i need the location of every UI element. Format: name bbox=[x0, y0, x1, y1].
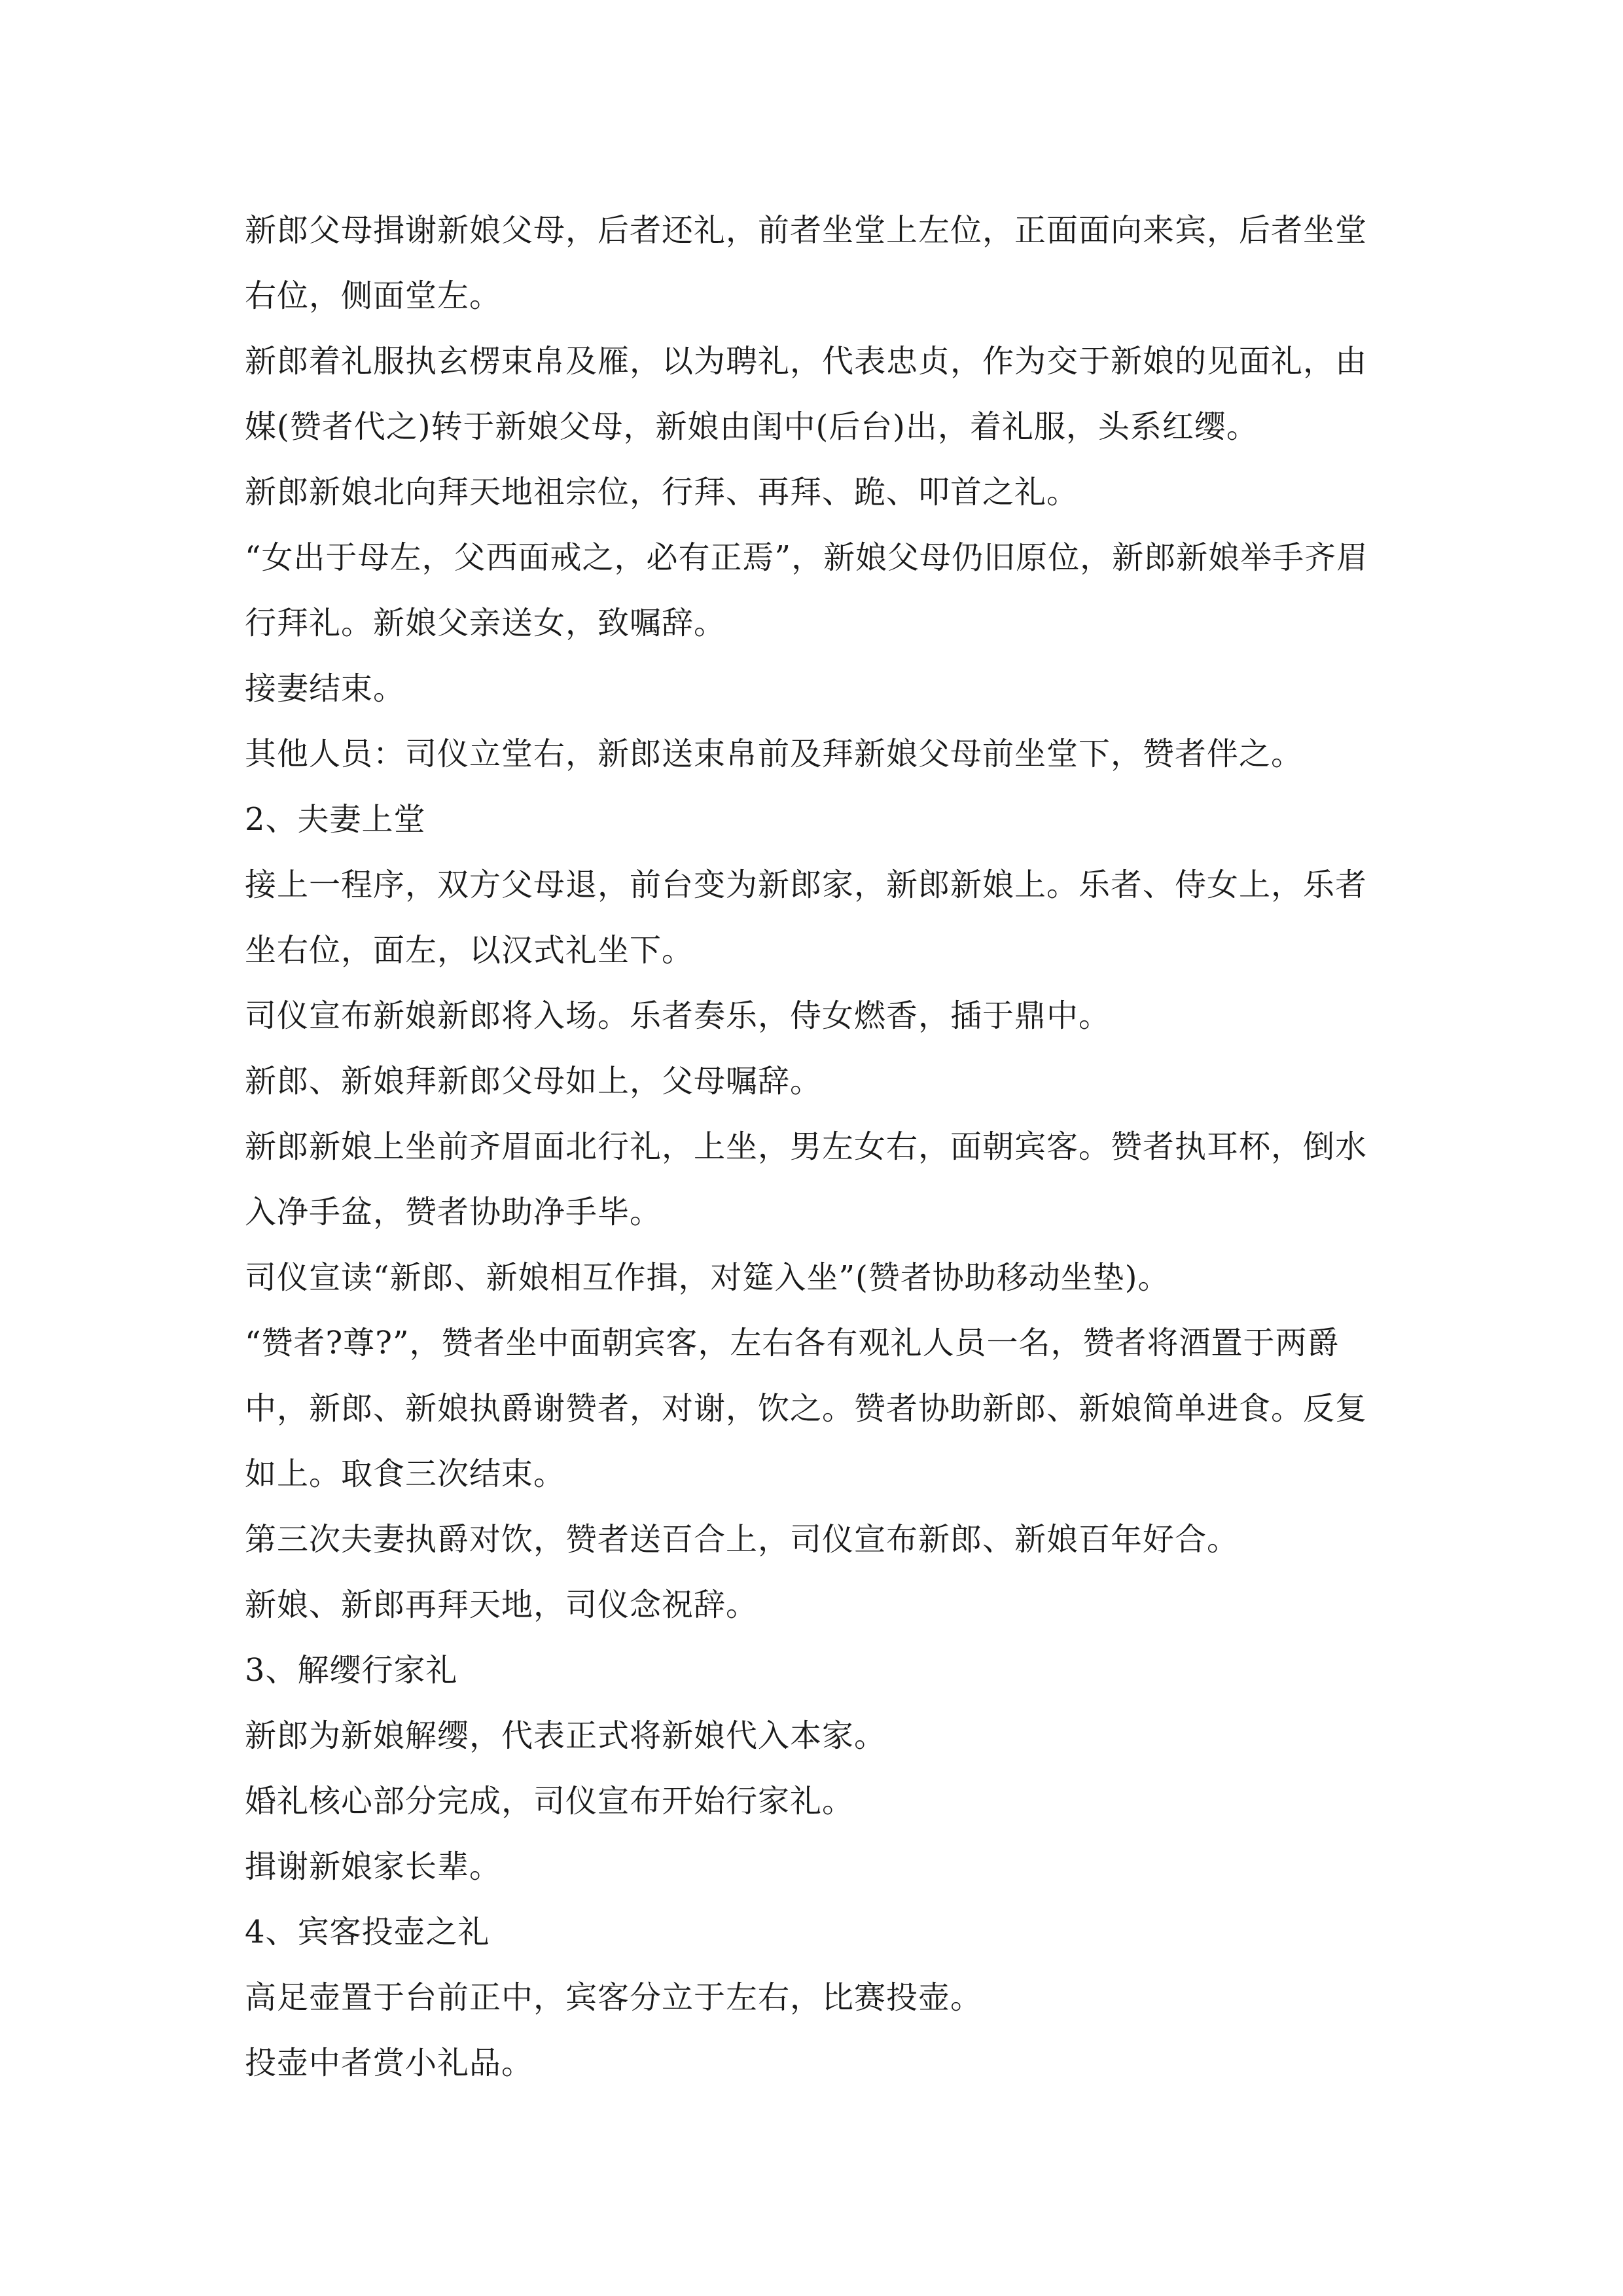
paragraph-pitch-pot-setup: 高足壶置于台前正中，宾客分立于左右，比赛投壶。 bbox=[245, 1979, 983, 2016]
paragraph-pitch-pot-prize: 投壶中者赏小礼品。 bbox=[245, 2045, 534, 2081]
paragraph-thank-elders: 揖谢新娘家长辈。 bbox=[245, 1848, 502, 1885]
paragraph-seating-hand-washing: 新郎新娘上坐前齐眉面北行礼，上坐，男左女右，面朝宾客。赞者执耳杯，倒水入净手盆，赞者协助净手毕。 bbox=[245, 1128, 1368, 1230]
paragraph-family-rites-begin: 婚礼核心部分完成，司仪宣布开始行家礼。 bbox=[245, 1783, 855, 1820]
paragraph-worship-ancestors: 新郎新娘北向拜天地祖宗位，行拜、再拜、跪、叩首之礼。 bbox=[245, 474, 1079, 511]
section-heading-couple-ascend: 2、夫妻上堂 bbox=[245, 801, 426, 838]
paragraph-stage-change: 接上一程序，双方父母退，前台变为新郎家，新郎新娘上。乐者、侍女上，乐者坐右位，面左，以汉式礼坐下。 bbox=[245, 867, 1368, 969]
paragraph-receiving-bride-end: 接妻结束。 bbox=[245, 670, 406, 707]
paragraph-mutual-bow: 司仪宣读“新郎、新娘相互作揖，对筵入坐”(赞者协助移动坐垫)。 bbox=[245, 1259, 1170, 1296]
paragraph-third-toast: 第三次夫妻执爵对饮，赞者送百合上，司仪宣布新郎、新娘百年好合。 bbox=[245, 1521, 1240, 1558]
paragraph-other-staff: 其他人员：司仪立堂右，新郎送束帛前及拜新娘父母前坐堂下，赞者伴之。 bbox=[245, 736, 1304, 772]
document-body bbox=[245, 198, 1383, 2096]
paragraph-second-worship: 新娘、新郎再拜天地，司仪念祝辞。 bbox=[245, 1587, 758, 1623]
section-heading-untie-tassel: 3、解缨行家礼 bbox=[245, 1652, 458, 1689]
paragraph-father-instruction: “女出于母左，父西面戒之，必有正焉”，新娘父母仍旧原位，新郎新娘举手齐眉行拜礼。新娘父亲送女，致嘱辞。 bbox=[245, 539, 1369, 641]
paragraph-parents-greeting: 新郎父母揖谢新娘父母，后者还礼，前者坐堂上左位，正面面向来宾，后者坐堂右位，侧面堂左。 bbox=[245, 212, 1368, 314]
paragraph-betrothal-gift: 新郎着礼服执玄楞束帛及雁，以为聘礼，代表忠贞，作为交于新娘的见面礼，由媒(赞者代之)转于新娘父母，新娘由闺中(后台)出，着礼服，头系红缨。 bbox=[245, 343, 1368, 445]
section-heading-pitch-pot: 4、宾客投壶之礼 bbox=[245, 1914, 490, 1950]
paragraph-untie-tassel: 新郎为新娘解缨，代表正式将新娘代入本家。 bbox=[245, 1717, 887, 1754]
paragraph-wine-ceremony: “赞者?尊?”，赞者坐中面朝宾客，左右各有观礼人员一名，赞者将酒置于两爵中，新郎、新娘执爵谢赞者，对谢，饮之。赞者协助新郎、新娘简单进食。反复如上。取食三次结束。 bbox=[245, 1325, 1368, 1492]
paragraph-bow-groom-parents: 新郎、新娘拜新郎父母如上，父母嘱辞。 bbox=[245, 1063, 823, 1100]
paragraph-announce-entrance: 司仪宣布新娘新郎将入场。乐者奏乐，侍女燃香，插于鼎中。 bbox=[245, 997, 1111, 1034]
